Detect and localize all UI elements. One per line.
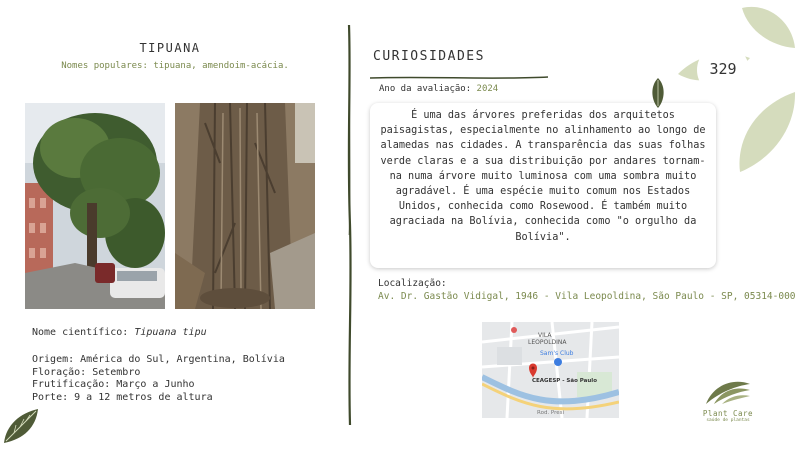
map-place-sams: Sam's Club: [540, 350, 574, 357]
brush-divider: [340, 25, 360, 425]
fact-origin: Origem: América do Sul, Argentina, Bolívia: [32, 354, 285, 365]
tree-photo-full: [25, 103, 165, 309]
eval-year: 2024: [476, 84, 499, 94]
tree-name: TIPUANA: [139, 41, 201, 55]
location-address: Av. Dr. Gastão Vidigal, 1946 - Vila Leopoldina, São Paulo - SP, 05314-000: [378, 291, 796, 302]
map-road: Rod. Presi: [537, 410, 565, 416]
map-place-ceagesp: CEAGESP - São Paulo: [532, 378, 597, 384]
scientific-name: [32, 327, 207, 338]
location-label: Localização:: [378, 278, 447, 289]
tree-trunk-photo: [175, 103, 315, 309]
brand-tagline: saúde de plantas: [706, 418, 750, 423]
curiosidades-title: CURIOSIDADES: [373, 49, 485, 64]
scientific-value: Tipuana tipu: [134, 327, 207, 338]
page-number: 329: [709, 60, 737, 78]
fact-fruiting: Frutificação: Março a Junho: [32, 379, 195, 391]
leaf-decoration: [670, 0, 800, 180]
small-leaf-icon: [650, 78, 666, 108]
evaluation-year: [379, 84, 498, 94]
curiosity-card: [370, 103, 716, 268]
title-underline: [370, 66, 550, 72]
leaf-icon: [2, 405, 42, 445]
eval-label: Ano da avaliação:: [379, 84, 472, 94]
scientific-label: Nome científico:: [32, 327, 129, 338]
brand-name: Plant Care: [702, 409, 754, 418]
tree-facts: [32, 354, 285, 404]
map-district-2: LEOPOLDINA: [528, 339, 567, 346]
fact-size: Porte: 9 a 12 metros de altura: [32, 391, 213, 403]
map-district-1: VILA: [538, 332, 552, 339]
fact-flowering: Floração: Setembro: [32, 366, 141, 378]
popular-names: Nomes populares: tipuana, amendoim-acácia.: [61, 61, 289, 71]
location-map[interactable]: [482, 322, 619, 418]
curiosity-text: É uma das árvores preferidas dos arquitetos paisagistas, especialmente no alinhamento ao longo de alamedas nas cidades. A transparência das suas folhas verde claras e a sua distribuição por andares tornam-na numa árvore muito luminosa com uma sombra muito agradável. É uma espécie muito comum nos Estados Unidos, conhecida como Rosewood. É também muito agraciada na Bolívia, conhecida como "o orgulho da Bolívia".: [380, 110, 706, 243]
